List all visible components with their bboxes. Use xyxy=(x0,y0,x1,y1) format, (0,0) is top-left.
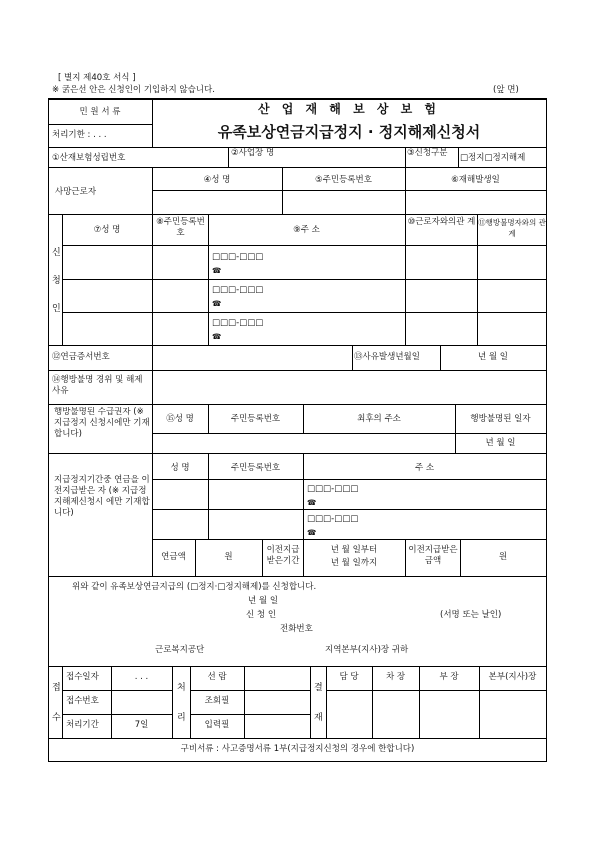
director-label: 본부(지사)장 xyxy=(488,672,537,682)
phone-number-label: 전화번호 xyxy=(280,624,313,634)
applicant-sign-label: 신 청 인 xyxy=(246,610,277,620)
phone-icon: ☎ xyxy=(307,498,317,507)
table-rule xyxy=(48,404,547,405)
table-rule xyxy=(458,147,459,167)
table-rule xyxy=(48,576,547,577)
sign-note: (서명 또는 날인) xyxy=(440,610,502,620)
select-label: 선 람 xyxy=(207,672,227,682)
relation-missing-label: ⑪행방불명자와의 관계 xyxy=(478,218,546,238)
accident-date-label: ⑥재해발생일 xyxy=(451,175,500,185)
table-rule xyxy=(228,147,229,167)
processing-period-label: 처리기간 xyxy=(66,720,99,730)
table-rule xyxy=(48,370,547,371)
table-rule xyxy=(48,666,547,667)
table-rule xyxy=(152,345,153,370)
advance-phone-2[interactable]: □□□-□□□ xyxy=(307,514,359,524)
table-rule xyxy=(152,479,546,480)
received-amount-won: 원 xyxy=(498,552,508,562)
table-rule xyxy=(152,539,546,540)
manager-label: 부 장 xyxy=(439,672,459,682)
table-rule xyxy=(152,370,153,404)
phone-icon: ☎ xyxy=(307,528,317,537)
table-rule xyxy=(48,738,547,739)
declaration-text: 위와 같이 유족보상연금지급의 (□정지·□정지해제)를 신청합니다. xyxy=(72,582,317,592)
workplace-label: ②사업장 명 xyxy=(231,148,275,158)
table-rule xyxy=(190,714,310,715)
last-address-label: 최후의 주소 xyxy=(357,414,401,424)
applicant-side-3: 인 xyxy=(52,304,61,314)
table-rule xyxy=(48,124,152,125)
table-rule xyxy=(48,167,547,168)
claim-type-options[interactable]: □정지□정지해제 xyxy=(460,153,526,163)
receipt-date-value: . . . xyxy=(134,672,149,682)
processing-period-value: 7일 xyxy=(134,720,149,730)
table-rule xyxy=(62,245,546,246)
process-side-2: 리 xyxy=(177,713,186,723)
table-rule xyxy=(172,666,173,738)
applicant-side-2: 청 xyxy=(52,276,61,286)
applicant-name-label: ⑦성 명 xyxy=(93,225,121,235)
process-side-1: 처 xyxy=(177,683,186,693)
check-label: 조회필 xyxy=(204,696,230,706)
missing-date-format: 년 월 일 xyxy=(485,438,516,448)
deceased-rrn-label: ⑤주민등록번호 xyxy=(315,175,372,185)
table-rule xyxy=(152,404,153,453)
period-from: 년 월 일부터 xyxy=(330,545,378,555)
advance-phone-1[interactable]: □□□-□□□ xyxy=(307,484,359,494)
processing-period: 처리기한 : . . . xyxy=(52,130,107,140)
deceased-name-label: ④성 명 xyxy=(203,175,231,185)
missing-rrn-label: 주민등록번호 xyxy=(230,414,281,424)
table-rule xyxy=(62,690,172,691)
phone-icon: ☎ xyxy=(212,266,222,275)
missing-date-label: 행방불명된 일자 xyxy=(470,414,531,424)
table-rule xyxy=(48,147,547,148)
pension-amount-label: 연금액 xyxy=(161,552,186,562)
cert-number-label: ⑫연금증서번호 xyxy=(52,352,110,362)
table-rule xyxy=(48,214,547,215)
table-rule xyxy=(48,98,547,100)
phone-field-3[interactable]: □□□-□□□ xyxy=(212,318,264,328)
table-rule xyxy=(152,190,546,191)
reason-date-label: ⑬사유발생년월일 xyxy=(354,352,420,362)
deputy-label: 차 장 xyxy=(385,672,406,682)
phone-field-1[interactable]: □□□-□□□ xyxy=(212,252,264,262)
received-amount-label: 이전지급받은금액 xyxy=(408,545,458,566)
doc-type: 민 원 서 류 xyxy=(79,107,121,117)
table-rule xyxy=(48,345,547,346)
missing-name-label: ⑮성 명 xyxy=(166,414,194,424)
phone-icon: ☎ xyxy=(212,332,222,341)
missing-reason-label: ⑭행방불명 경위 및 해제사유 xyxy=(52,375,143,396)
relation-worker-label: ⑩근로자와의관 계 xyxy=(407,217,476,227)
receipt-side-1: 접 xyxy=(52,683,61,693)
page-title: 유족보상연금지급정지 · 정지해제신청서 xyxy=(217,123,481,141)
table-rule xyxy=(190,690,310,691)
deceased-label: 사망근로자 xyxy=(55,187,97,197)
title-line1: 산 업 재 해 보 상 보 험 xyxy=(258,102,440,116)
table-rule xyxy=(326,690,546,691)
claim-type-label: ③신청구분 xyxy=(407,148,448,158)
approval-side-1: 결 xyxy=(314,683,323,693)
table-rule xyxy=(62,279,546,280)
missing-recipient-label: 행방불명된 수급권자 (※ 지급정지 신청시에만 기재합니다) xyxy=(54,407,150,439)
branch-addressee: 지역본부(지사)장 귀하 xyxy=(325,645,409,655)
applicant-side-1: 신 xyxy=(52,248,61,258)
advance-name-label: 성 명 xyxy=(170,463,190,473)
period-label: 이전지급받은기간 xyxy=(266,545,300,566)
input-label: 입력필 xyxy=(204,720,230,730)
receipt-side-2: 수 xyxy=(52,713,61,723)
approval-side-2: 재 xyxy=(314,713,323,723)
reason-date-format: 년 월 일 xyxy=(477,352,509,362)
table-rule xyxy=(546,98,547,762)
pension-amount-won: 원 xyxy=(224,552,233,562)
header-note: ※ 굵은선 안은 신청인이 기입하지 않습니다. xyxy=(52,85,215,95)
applicant-rrn-label: ⑧주민등록번호 xyxy=(156,217,205,238)
staff-label: 담 당 xyxy=(339,672,359,682)
table-rule xyxy=(48,761,547,762)
table-rule xyxy=(152,433,546,434)
phone-icon: ☎ xyxy=(212,299,222,308)
table-rule xyxy=(152,509,546,510)
table-rule xyxy=(310,666,311,738)
table-rule xyxy=(48,98,49,762)
agency-name: 근로복지공단 xyxy=(155,645,205,655)
required-documents: 구비서류 : 사고증명서류 1부(지급정지신청의 경우에 한합니다) xyxy=(180,744,415,754)
declaration-date: 년 월 일 xyxy=(248,596,279,606)
table-rule xyxy=(62,714,172,715)
receipt-date-label: 접수일자 xyxy=(66,672,99,682)
phone-field-2[interactable]: □□□-□□□ xyxy=(212,285,264,295)
page-side: (앞 면) xyxy=(493,85,519,95)
table-rule xyxy=(62,312,546,313)
advance-address-label: 주 소 xyxy=(414,463,435,473)
table-rule xyxy=(352,345,353,370)
period-to: 년 월 일까지 xyxy=(330,558,378,568)
advance-recipient-label: 지급정지기간중 연금을 이전지급받은 자 (※ 지급정지해제신청시 에만 기재합니다) xyxy=(54,475,150,518)
table-rule xyxy=(244,666,245,738)
applicant-address-label: ⑨주 소 xyxy=(293,225,320,235)
table-rule xyxy=(48,453,547,454)
insurance-number-label: ①산재보험성립번호 xyxy=(52,153,126,163)
receipt-number-label: 접수번호 xyxy=(66,696,99,706)
table-rule xyxy=(62,666,63,738)
form-number: [ 별지 제40호 서식 ] xyxy=(58,73,136,83)
advance-rrn-label: 주민등록번호 xyxy=(230,463,281,473)
table-rule xyxy=(405,147,406,167)
